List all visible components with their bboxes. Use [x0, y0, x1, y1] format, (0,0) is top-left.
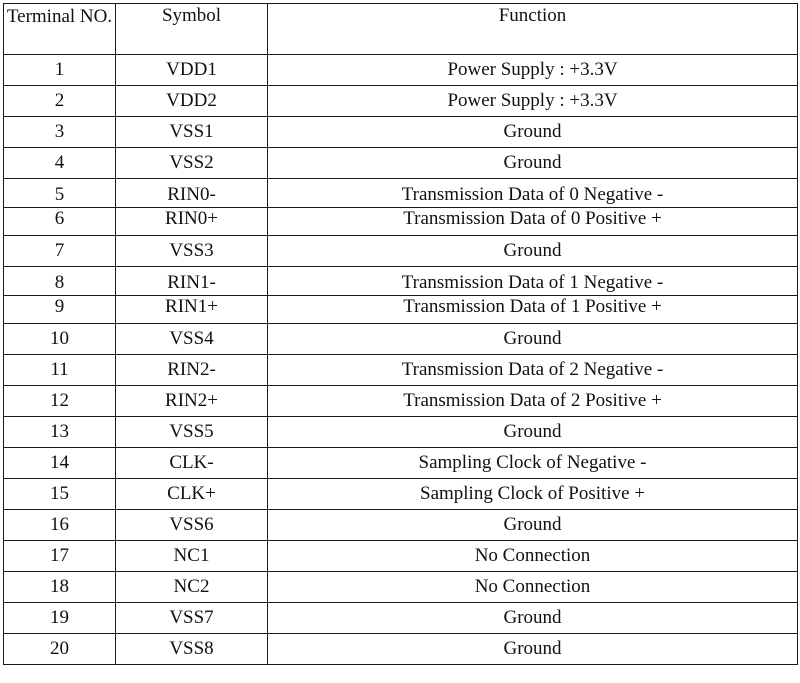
symbol-cell: RIN2- [116, 355, 268, 386]
function-cell: Ground [268, 603, 798, 634]
table-row [4, 208, 798, 236]
terminal-no-cell: 7 [4, 236, 116, 267]
function-cell: Ground [268, 510, 798, 541]
table-row [4, 572, 798, 603]
table-row [4, 267, 798, 296]
function-cell: Ground [268, 634, 798, 665]
function-cell: Ground [268, 148, 798, 179]
symbol-cell: RIN1- [116, 267, 268, 296]
table-body [4, 55, 798, 665]
function-cell: Transmission Data of 0 Negative - [268, 179, 798, 208]
function-cell: Sampling Clock of Negative - [268, 448, 798, 479]
terminal-no-cell: 9 [4, 296, 116, 324]
function-cell: Transmission Data of 0 Positive + [268, 208, 798, 236]
terminal-no-cell: 16 [4, 510, 116, 541]
function-cell: Power Supply : +3.3V [268, 55, 798, 86]
terminal-no-cell: 6 [4, 208, 116, 236]
symbol-cell: RIN1+ [116, 296, 268, 324]
terminal-no-cell: 11 [4, 355, 116, 386]
symbol-cell: VSS8 [116, 634, 268, 665]
function-cell: Ground [268, 117, 798, 148]
terminal-no-cell: 20 [4, 634, 116, 665]
table-row [4, 236, 798, 267]
pin-assignment-table [3, 3, 798, 665]
symbol-cell: RIN2+ [116, 386, 268, 417]
symbol-cell: NC1 [116, 541, 268, 572]
symbol-cell: VSS3 [116, 236, 268, 267]
terminal-no-cell: 1 [4, 55, 116, 86]
symbol-cell: CLK- [116, 448, 268, 479]
terminal-no-cell: 12 [4, 386, 116, 417]
symbol-cell: RIN0- [116, 179, 268, 208]
symbol-cell: VDD1 [116, 55, 268, 86]
terminal-no-cell: 4 [4, 148, 116, 179]
table-row [4, 634, 798, 665]
terminal-no-cell: 3 [4, 117, 116, 148]
table-row [4, 355, 798, 386]
terminal-no-cell: 19 [4, 603, 116, 634]
terminal-no-cell: 8 [4, 267, 116, 296]
table-row [4, 55, 798, 86]
function-cell: Sampling Clock of Positive + [268, 479, 798, 510]
terminal-no-cell: 5 [4, 179, 116, 208]
header-row [4, 4, 798, 55]
table-row [4, 510, 798, 541]
symbol-cell: VDD2 [116, 86, 268, 117]
terminal-no-cell: 15 [4, 479, 116, 510]
symbol-cell: CLK+ [116, 479, 268, 510]
symbol-cell: VSS5 [116, 417, 268, 448]
symbol-cell: VSS2 [116, 148, 268, 179]
terminal-no-cell: 14 [4, 448, 116, 479]
terminal-no-cell: 13 [4, 417, 116, 448]
table-row [4, 386, 798, 417]
symbol-cell: VSS1 [116, 117, 268, 148]
function-cell: Transmission Data of 1 Positive + [268, 296, 798, 324]
table-row [4, 603, 798, 634]
table-row [4, 417, 798, 448]
terminal-no-cell: 17 [4, 541, 116, 572]
function-cell: Ground [268, 324, 798, 355]
function-cell: Transmission Data of 2 Positive + [268, 386, 798, 417]
function-cell: Transmission Data of 1 Negative - [268, 267, 798, 296]
table-row [4, 296, 798, 324]
terminal-no-cell: 18 [4, 572, 116, 603]
function-cell: Transmission Data of 2 Negative - [268, 355, 798, 386]
function-cell: No Connection [268, 541, 798, 572]
terminal-no-header: Terminal NO. [4, 4, 116, 55]
terminal-no-cell: 10 [4, 324, 116, 355]
table-row [4, 448, 798, 479]
terminal-no-cell: 2 [4, 86, 116, 117]
symbol-cell: NC2 [116, 572, 268, 603]
table-row [4, 479, 798, 510]
table-row [4, 117, 798, 148]
table-header [4, 4, 798, 55]
function-cell: Ground [268, 417, 798, 448]
symbol-cell: VSS7 [116, 603, 268, 634]
function-cell: Power Supply : +3.3V [268, 86, 798, 117]
symbol-cell: VSS6 [116, 510, 268, 541]
symbol-cell: VSS4 [116, 324, 268, 355]
function-cell: Ground [268, 236, 798, 267]
table-row [4, 86, 798, 117]
symbol-header: Symbol [116, 4, 268, 55]
function-header: Function [268, 4, 798, 55]
table-row [4, 541, 798, 572]
table-row [4, 179, 798, 208]
table-row [4, 324, 798, 355]
function-cell: No Connection [268, 572, 798, 603]
table-row [4, 148, 798, 179]
symbol-cell: RIN0+ [116, 208, 268, 236]
